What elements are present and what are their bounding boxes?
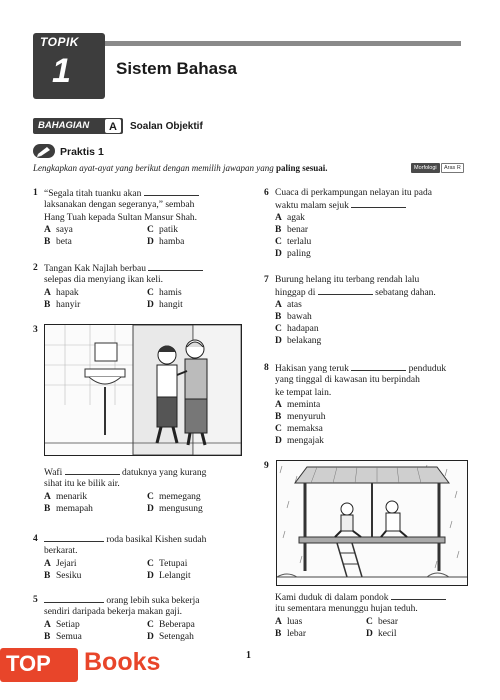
page-number: 1 (246, 650, 251, 661)
option-d[interactable]: D mengusung (147, 504, 203, 514)
option-d[interactable]: D Lelangit (147, 571, 191, 581)
option-a[interactable]: A meminta (275, 400, 321, 410)
question-1: 1 “Segala titah tuanku akan laksanakan dengan segeranya,” sembah Hang Tuah kepada Sultan Mansur Shah. A saya C patik B beta D hamba (33, 188, 198, 247)
option-a[interactable]: A agak (275, 213, 305, 223)
option-c[interactable]: C besar (366, 617, 399, 627)
question-4: 4 roda basikal Kishen sudah berkarat. A Jejari C Tetupai B Sesiku D Lelangit (33, 534, 207, 581)
option-d[interactable]: D hangit (147, 300, 183, 310)
option-d[interactable]: D mengajak (275, 436, 324, 446)
question-9: Kami duduk di dalam pondok itu sementara menunggu hujan teduh. A luas C besar B lebar D kecil (264, 591, 464, 641)
option-c[interactable]: C Beberapa (147, 620, 195, 630)
option-d[interactable]: D paling (275, 249, 311, 259)
section-letter: A (104, 118, 122, 134)
option-c[interactable]: C terlalu (275, 237, 312, 247)
illustration-hut-rain (276, 460, 468, 586)
option-a[interactable]: A atas (275, 300, 302, 310)
question-5: 5 orang lebih suka bekerja sendiri daripada bekerja makan gaji. A Setiap C Beberapa B Semua D Setengah (33, 595, 200, 642)
option-a[interactable]: A Setiap (44, 620, 80, 630)
question-2: 2 Tangan Kak Najlah berbau selepas dia menyiang ikan keli. A hapak C hamis B hanyir D hangit (33, 262, 253, 312)
option-b[interactable]: B beta (44, 237, 72, 247)
option-b[interactable]: B bawah (275, 312, 312, 322)
option-c[interactable]: C memaksa (275, 424, 323, 434)
option-b[interactable]: B hanyir (44, 300, 81, 310)
watermark-books: Books (84, 648, 161, 676)
option-a[interactable]: A Jejari (44, 559, 77, 569)
option-c[interactable]: C hamis (147, 288, 182, 298)
option-d[interactable]: D belakang (275, 336, 322, 346)
page-title: Sistem Bahasa (116, 59, 237, 78)
level-badge: Aras R (441, 163, 464, 173)
option-d[interactable]: D kecil (366, 629, 397, 639)
option-b[interactable]: B Sesiku (44, 571, 82, 581)
option-a[interactable]: A luas (275, 617, 303, 627)
option-a[interactable]: A menarik (44, 492, 88, 502)
question-8: 8 Hakisan yang teruk penduduk yang tinggal di kawasan itu berpindah ke tempat lain. A meminta B menyuruh C memaksa D mengajak (264, 363, 447, 446)
practice-title: Praktis 1 (60, 146, 104, 158)
option-d[interactable]: D Setengah (147, 632, 194, 642)
option-b[interactable]: B memapah (44, 504, 93, 514)
topik-number: 1 (52, 52, 71, 90)
question-7: 7 Burung helang itu terbang rendah lalu hinggap di sebatang dahan. A atas B bawah C hadapan D belakang (264, 275, 436, 346)
topik-label: TOPIK (40, 35, 79, 49)
section-title: Soalan Objektif (130, 121, 203, 132)
question-6: 6 Cuaca di perkampungan nelayan itu pada waktu malam sejuk A agak B benar C terlalu D paling (264, 188, 432, 259)
option-a[interactable]: A saya (44, 225, 73, 235)
option-a[interactable]: A hapak (44, 288, 79, 298)
option-c[interactable]: C memegang (147, 492, 201, 502)
option-c[interactable]: C patik (147, 225, 178, 235)
option-c[interactable]: C Tetupai (147, 559, 188, 569)
option-b[interactable]: B menyuruh (275, 412, 326, 422)
option-c[interactable]: C hadapan (275, 324, 319, 334)
option-b[interactable]: B benar (275, 225, 309, 235)
watermark-top: TOP (6, 651, 51, 676)
option-d[interactable]: D hamba (147, 237, 185, 247)
section-label: BAHAGIAN (38, 120, 90, 131)
pencil-icon (33, 144, 55, 158)
question-3: Wafi datuknya yang kurang sihat itu ke bilik air. A menarik C memegang B memapah D mengusung (44, 468, 207, 514)
topic-badge: Morfologi (411, 163, 440, 173)
instruction-text: Lengkapkan ayat-ayat yang berikut dengan memilih jawapan yang paling sesuai. (33, 163, 328, 173)
illustration-bathroom (44, 324, 242, 456)
option-b[interactable]: B Semua (44, 632, 82, 642)
option-b[interactable]: B lebar (275, 629, 306, 639)
